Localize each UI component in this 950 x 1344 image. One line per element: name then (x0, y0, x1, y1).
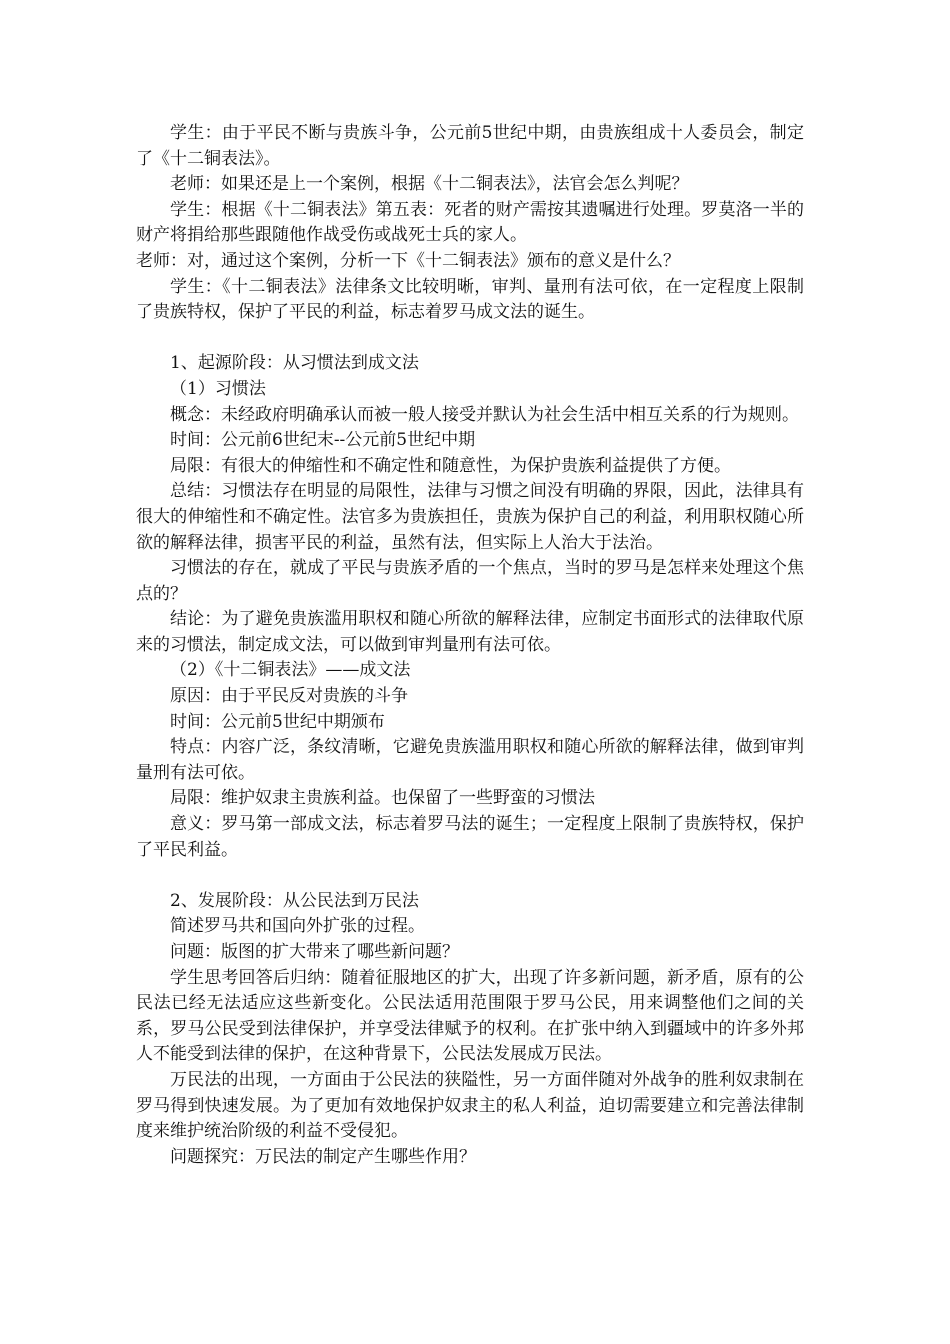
body-paragraph: 学生思考回答后归纳：随着征服地区的扩大，出现了许多新问题，新矛盾，原有的公民法已经无法适应这些新变化。公民法适用范围限于罗马公民，用来调整他们之间的关系，罗马公民受到法律保护，并享受法律赋予的权利。在扩张中纳入到疆域中的许多外邦人不能受到法律的保护，在这种背景下，公民法发展成万民法。 (136, 967, 804, 1065)
body-paragraph: 总结：习惯法存在明显的局限性，法律与习惯之间没有明确的界限，因此，法律具有很大的伸缩性和不确定性。法官多为贵族担任，贵族为保护自己的利益，利用职权随心所欲的解释法律，损害平民的利益，虽然有法，但实际上人治大于法治。 (136, 481, 804, 553)
body-paragraph: 局限：维护奴隶主贵族利益。也保留了一些野蛮的习惯法 (170, 788, 595, 809)
body-paragraph: 特点：内容广泛，条纹清晰，它避免贵族滥用职权和随心所欲的解释法律，做到审判量刑有法可依。 (136, 737, 804, 783)
body-paragraph: 习惯法的存在，就成了平民与贵族矛盾的一个焦点，当时的罗马是怎样来处理这个焦点的？ (136, 558, 804, 604)
body-paragraph: 原因：由于平民反对贵族的斗争 (170, 686, 408, 707)
paragraph-spacer (136, 863, 804, 889)
body-paragraph: （1）习惯法 (170, 378, 266, 399)
body-paragraph: 万民法的出现，一方面由于公民法的狭隘性，另一方面伴随对外战争的胜利奴隶制在罗马得到快速发展。为了更加有效地保护奴隶主的私人利益，迫切需要建立和完善法律制度来维护统治阶级的利益不受侵犯。 (136, 1069, 804, 1142)
body-paragraph: 老师：如果还是上一个案例，根据《十二铜表法》，法官会怎么判呢？ (170, 174, 689, 195)
body-paragraph: 1、起源阶段：从习惯法到成文法 (170, 353, 419, 374)
body-paragraph: 学生：由于平民不断与贵族斗争，公元前5世纪中期，由贵族组成十人委员会，制定了《十二铜表法》。 (136, 123, 804, 169)
body-paragraph: 结论：为了避免贵族滥用职权和随心所欲的解释法律，应制定书面形式的法律取代原来的习惯法，制定成文法，可以做到审判量刑有法可依。 (136, 609, 804, 655)
body-paragraph: 意义：罗马第一部成文法，标志着罗马法的诞生；一定程度上限制了贵族特权，保护了平民利益。 (136, 814, 804, 860)
body-paragraph: 局限：有很大的伸缩性和不确定性和随意性，为保护贵族利益提供了方便。 (170, 455, 731, 476)
body-paragraph: 时间：公元前5世纪中期颁布 (170, 711, 385, 732)
body-paragraph: 时间：公元前6世纪末--公元前5世纪中期 (170, 430, 476, 451)
body-paragraph: 学生：《十二铜表法》法律条文比较明晰，审判、量刑有法可依，在一定程度上限制了贵族特权，保护了平民的利益，标志着罗马成文法的诞生。 (136, 276, 804, 323)
body-paragraph: 问题探究：万民法的制定产生哪些作用？ (170, 1146, 476, 1167)
paragraph-spacer (136, 326, 804, 352)
body-paragraph: （2）《十二铜表法》——成文法 (170, 660, 411, 681)
body-paragraph: 学生：根据《十二铜表法》第五表：死者的财产需按其遗嘱进行处理。罗莫洛一半的财产将捐给那些跟随他作战受伤或战死士兵的家人。 (136, 199, 804, 246)
body-paragraph: 概念：未经政府明确承认而被一般人接受并默认为社会生活中相互关系的行为规则。 (170, 404, 799, 425)
document-page (136, 121, 804, 1170)
body-paragraph: 简述罗马共和国向外扩张的过程。 (170, 916, 425, 937)
body-paragraph: 老师：对，通过这个案例，分析一下《十二铜表法》颁布的意义是什么？ (136, 250, 680, 271)
body-paragraph: 问题：版图的扩大带来了哪些新问题？ (170, 942, 459, 962)
body-paragraph: 2、发展阶段：从公民法到万民法 (170, 890, 419, 911)
